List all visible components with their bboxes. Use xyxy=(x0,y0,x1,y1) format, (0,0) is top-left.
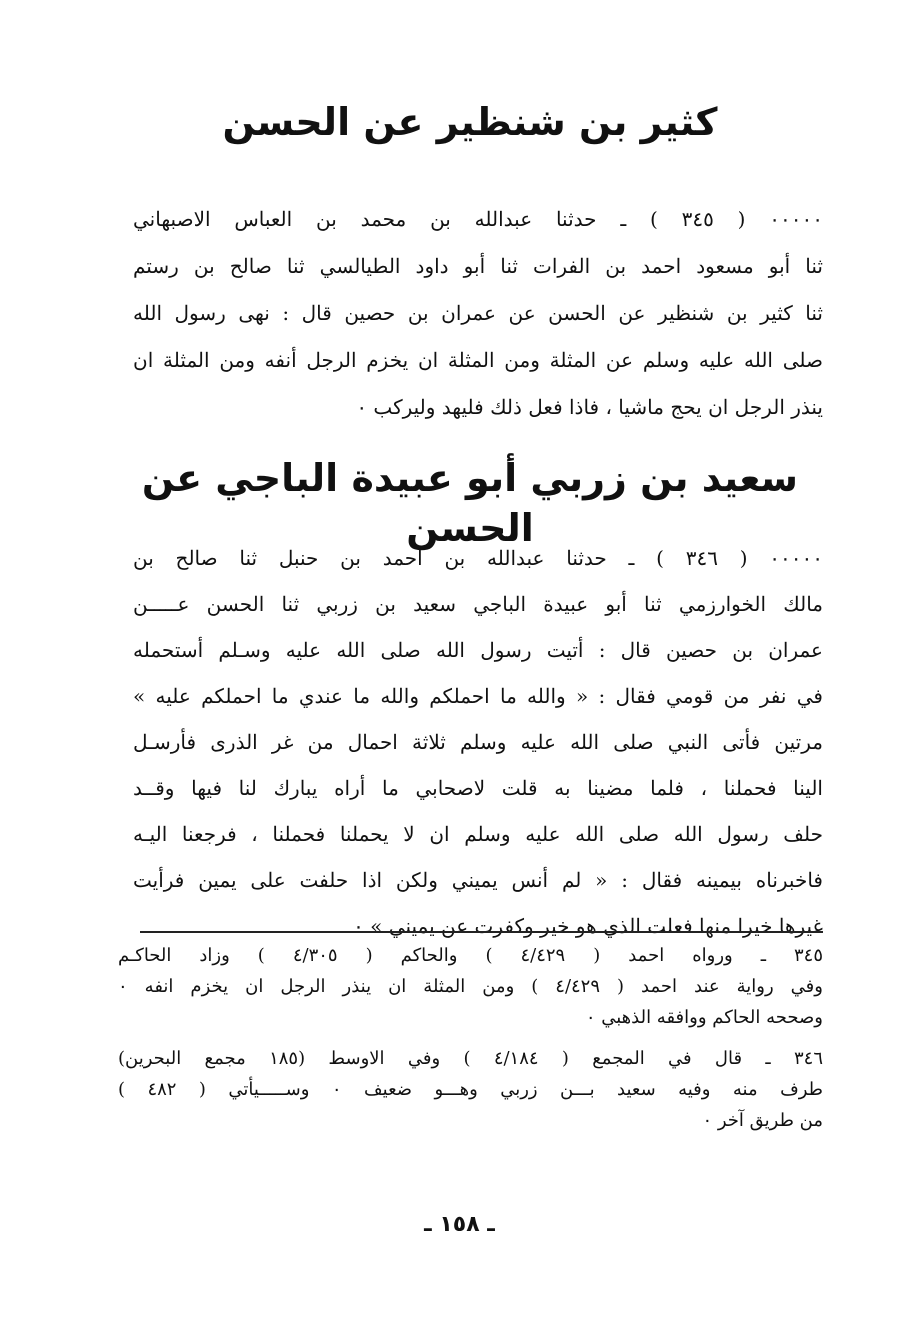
text-line: عمران بن حصين قال : أتيت رسول الله صلى الله عليه وسـلم أستحمله xyxy=(133,638,823,662)
text-line: فاخبرناه بيمينه فقال : « لم أنس يميني ولكن اذا حلفت على يمين فرأيت xyxy=(133,868,823,892)
text-line: حلف رسول الله صلى الله عليه وسلم ان لا يحملنا فحملنا ، فرجعنا اليـه xyxy=(133,822,823,846)
hadith-345-text xyxy=(133,196,823,431)
text-line: غيرها خيرا منها فعلت الذي هو خير وكفرت عن يميني » ٠ xyxy=(353,914,823,938)
footnote-346 xyxy=(118,1043,823,1136)
footnote-divider xyxy=(140,931,823,933)
text-line: مرتين فأتى النبي صلى الله عليه وسلم ثلاثة احمال من غر الذرى فأرسـل xyxy=(133,730,823,754)
page-number: ـ ١٥٨ ـ xyxy=(424,1212,495,1237)
footnote-line: وصححه الحاكم ووافقه الذهبي ٠ xyxy=(585,1007,823,1028)
section-heading-kathir: كثير بن شنظير عن الحسن xyxy=(222,100,718,144)
text-line: في نفر من قومي فقال : « والله ما احملكم والله ما عندي ما احملكم عليه » xyxy=(133,684,823,708)
text-line: مالك الخوارزمي ثنا أبو عبيدة الباجي سعيد بن زربي ثنا الحسن عـــــن xyxy=(133,592,823,616)
footnote-line: ٣٤٥ ـ ورواه احمد ( ٤/٤٢٩ ) والحاكم ( ٤/٣٠٥ ) وزاد الحاكـم xyxy=(118,945,823,966)
text-line: ثنا كثير بن شنظير عن الحسن عن عمران بن حصين قال : نهى رسول الله xyxy=(133,301,823,325)
hadith-346-text xyxy=(133,535,823,949)
footnote-line: ٣٤٦ ـ قال في المجمع ( ٤/١٨٤ ) وفي الاوسط (١٨٥ مجمع البحرين) xyxy=(118,1048,823,1069)
text-line: الينا فحملنا ، فلما مضينا به قلت لاصحابي ما أراه يبارك لنا فيها وقــد xyxy=(133,776,823,800)
footnote-line: من طريق آخر ٠ xyxy=(702,1110,823,1131)
text-line: صلى الله عليه وسلم عن المثلة ومن المثلة ان يخزم الرجل أنفه ومن المثلة ان xyxy=(133,348,823,372)
text-line: ينذر الرجل ان يحج ماشيا ، فاذا فعل ذلك فليهد وليركب ٠ xyxy=(356,395,823,419)
text-line: ثنا أبو مسعود احمد بن الفرات ثنا أبو داود الطيالسي ثنا صالح بن رستم xyxy=(133,254,823,278)
section-heading-said: سعيد بن زربي أبو عبيدة الباجي عن الحسن xyxy=(141,456,799,550)
text-line: ٠٠٠٠٠ ( ٣٤٦ ) ـ حدثنا عبدالله بن احمد بن حنبل ثنا صالح بن xyxy=(133,546,823,570)
footnote-line: وفي رواية عند احمد ( ٤/٤٢٩ ) ومن المثلة ان ينذر الرجل ان يخزم انفه ٠ xyxy=(118,976,823,997)
footnote-345 xyxy=(118,940,823,1033)
text-line: ٠٠٠٠٠ ( ٣٤٥ ) ـ حدثنا عبدالله بن محمد بن العباس الاصبهاني xyxy=(133,207,823,231)
footnote-line: طرف منه وفيه سعيد بـــن زربي وهـــو ضعيف ٠ وســـــيأتي ( ٤٨٢ ) xyxy=(118,1079,823,1100)
